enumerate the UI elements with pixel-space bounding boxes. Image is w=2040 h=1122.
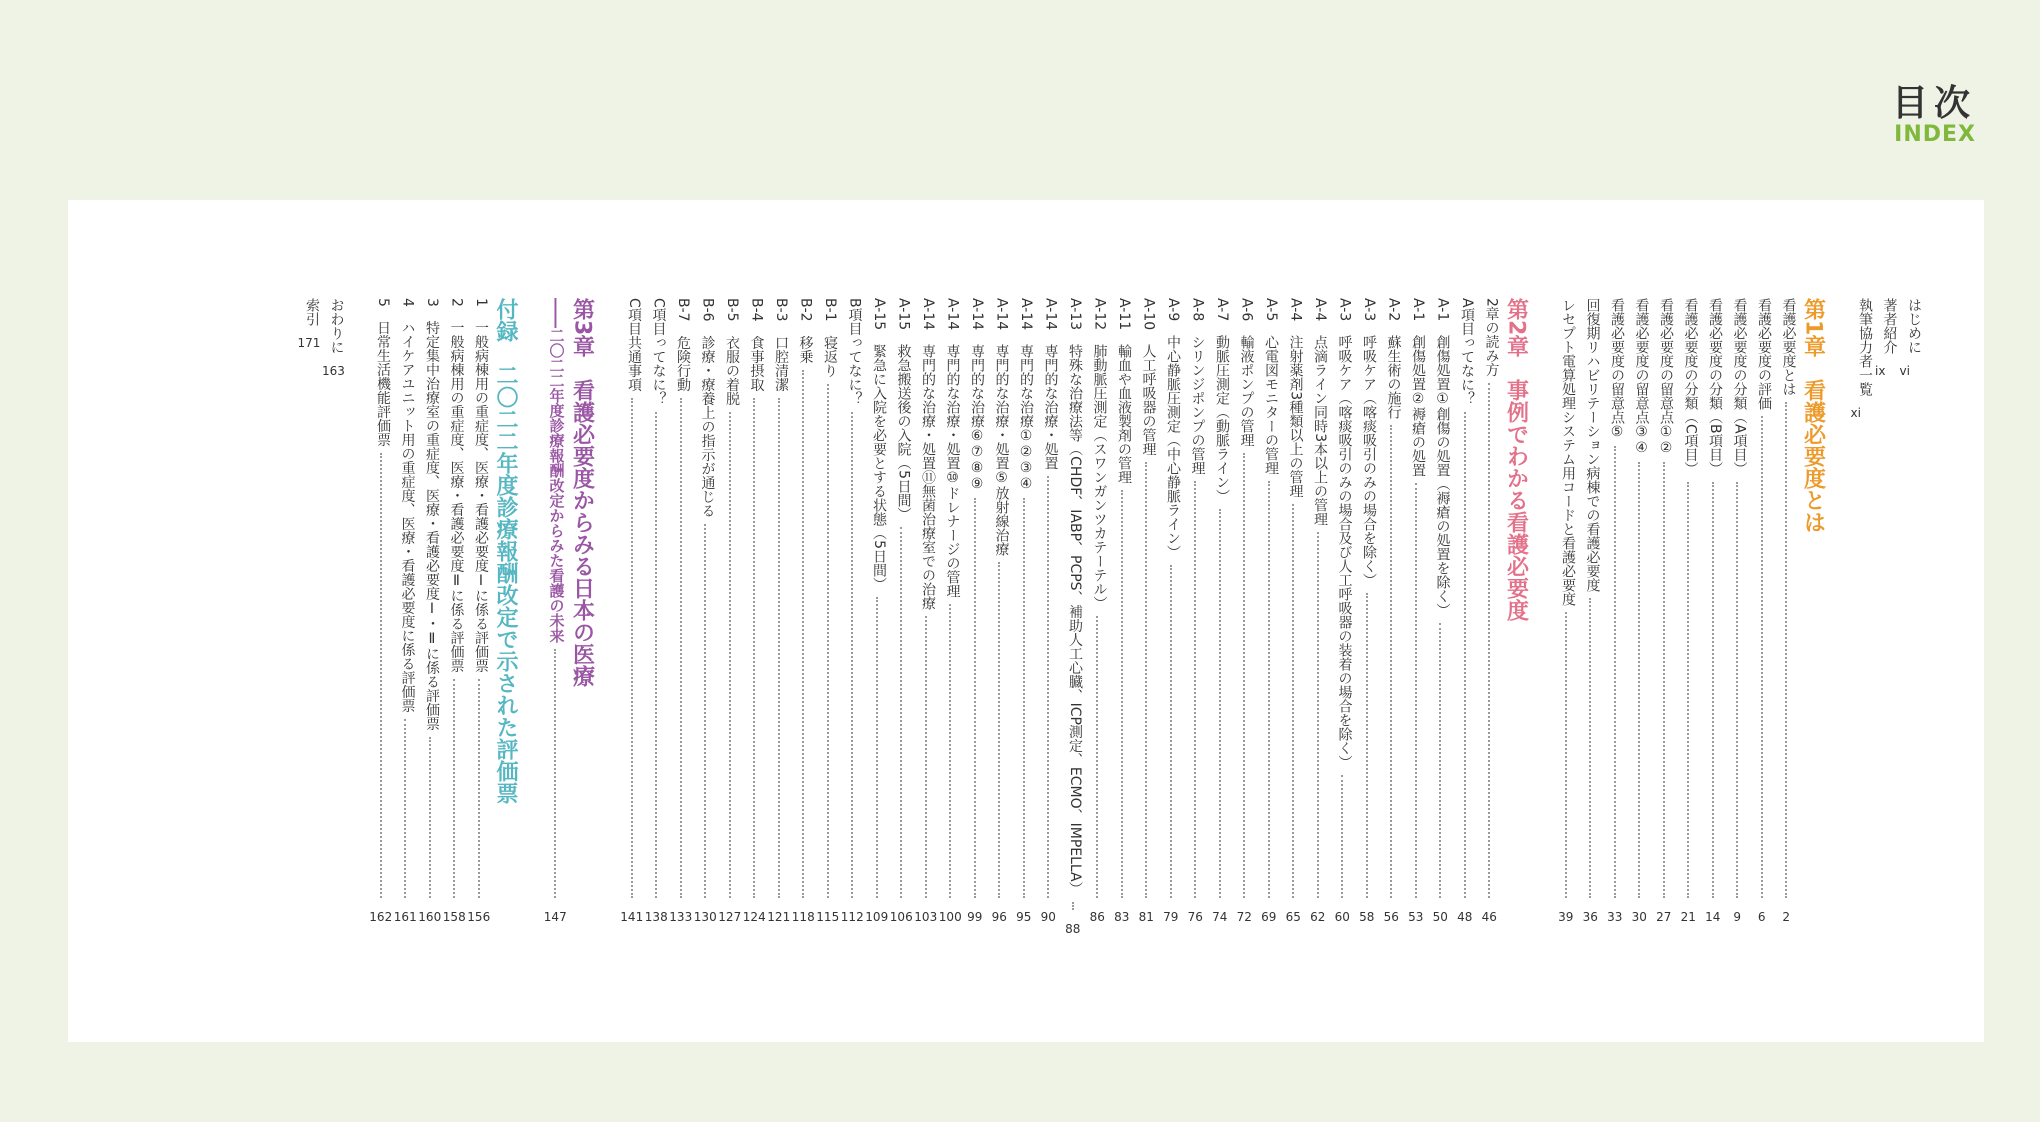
- toc-entry-label: 看護必要度の分類（C項目）: [1682, 298, 1699, 476]
- dot-leader: [1341, 775, 1343, 898]
- dot-leader: [1464, 412, 1466, 898]
- toc-entry[interactable]: [669, 298, 694, 926]
- toc-entry-label: 回復期リハビリテーション病棟での看護必要度: [1584, 298, 1601, 592]
- toc-entry-label: A-6 輸液ポンプの管理: [1238, 298, 1255, 448]
- page-subtitle: INDEX: [1894, 122, 1976, 147]
- dot-leader: [1096, 616, 1098, 898]
- toc-entry-page: 81: [1138, 910, 1154, 924]
- toc-entry[interactable]: [418, 298, 443, 926]
- toc-entry-label: A-14 専門的な治療・処置⑩ドレナージの管理: [944, 298, 961, 599]
- toc-entry-label: A-3 呼吸ケア（喀痰吸引のみの場合を除く）: [1361, 298, 1377, 588]
- toc-entry[interactable]: [1578, 298, 1603, 926]
- toc-entry[interactable]: [1183, 298, 1208, 926]
- toc-entry-page: 133: [669, 910, 693, 924]
- toc-entry-page: ix: [1875, 364, 1886, 378]
- toc-entry-page: 72: [1236, 910, 1252, 924]
- dot-leader: [1366, 593, 1368, 898]
- dot-leader: [1047, 476, 1049, 898]
- toc-entry-page: 50: [1432, 910, 1448, 924]
- toc-entry-label: B-3 口腔清潔: [773, 298, 789, 392]
- dot-leader: [802, 370, 804, 898]
- toc-entry-label: A-1 創傷処置①創傷の処置（褥瘡の処置を除く）: [1434, 298, 1451, 618]
- toc-entry-label: 索引: [304, 298, 320, 326]
- toc-entry-label: A-14 専門的な治療①②③④: [1018, 298, 1034, 493]
- dot-leader: [1712, 482, 1714, 898]
- toc-entry[interactable]: [791, 298, 816, 926]
- toc-entry[interactable]: [718, 298, 743, 926]
- toc-entry-page: 30: [1631, 910, 1647, 924]
- chapter-2-heading: 第2章 事例でわかる看護必要度: [1503, 298, 1529, 622]
- table-of-contents: [297, 298, 1925, 936]
- dot-leader: [704, 524, 706, 898]
- dot-leader: [453, 679, 455, 898]
- dot-leader: [1785, 402, 1787, 898]
- toc-entry-page: 79: [1163, 910, 1179, 924]
- toc-entry[interactable]: [1208, 298, 1233, 926]
- toc-entry-label: A-9 中心静脈圧測定（中心静脈ライン）: [1165, 298, 1181, 560]
- toc-entry-label: 看護必要度の分類（A項目）: [1731, 298, 1748, 476]
- toc-entry-label: C項目共通事項: [626, 298, 642, 392]
- toc-entry[interactable]: [1159, 298, 1184, 926]
- toc-entry-page: 21: [1680, 910, 1696, 924]
- toc-entry[interactable]: [1232, 298, 1257, 926]
- toc-entry-page: 53: [1408, 910, 1424, 924]
- toc-entry-page: 147: [543, 910, 567, 924]
- toc-entry-page: 112: [840, 910, 864, 924]
- dot-leader: [1219, 509, 1221, 898]
- toc-entry-label: C項目ってなに？: [650, 298, 667, 406]
- dot-leader: [1761, 416, 1763, 898]
- chapter-3-subtitle-entry[interactable]: [543, 298, 568, 926]
- dot-leader: [1072, 902, 1074, 910]
- toc-entry[interactable]: [1330, 298, 1355, 926]
- toc-entry-label: A-12 肺動脈圧測定（スワンガンツカテーテル）: [1091, 298, 1108, 611]
- toc-entry[interactable]: [1404, 298, 1429, 926]
- toc-entry[interactable]: [620, 298, 645, 926]
- dot-leader: [404, 719, 406, 898]
- chapter-1-heading: 第1章 看護必要度とは: [1800, 298, 1826, 534]
- dot-leader: [1638, 462, 1640, 898]
- toc-entry-page: 141: [620, 910, 644, 924]
- toc-entry-label: 執筆協力者一覧: [1857, 298, 1873, 396]
- toc-entry-label: 看護必要度とは: [1780, 298, 1797, 396]
- chapter-3-heading: 第3章 看護必要度からみる日本の医療: [569, 298, 595, 688]
- toc-entry-label: B-2 移乗: [797, 298, 814, 364]
- toc-entry[interactable]: [987, 298, 1012, 926]
- toc-entry-label: 2章の読み方: [1483, 298, 1500, 377]
- toc-entry-page: 88: [1065, 921, 1081, 936]
- toc-entry-page: 9: [1733, 910, 1742, 924]
- toc-entry-page: 121: [767, 910, 791, 924]
- toc-entry[interactable]: [889, 298, 914, 926]
- toc-entry[interactable]: [865, 298, 890, 926]
- toc-entry-page: 156: [467, 910, 491, 924]
- dot-leader: [680, 398, 682, 898]
- toc-entry-page: 161: [393, 910, 417, 924]
- toc-entry-label: 2 一般病棟用の重症度、医療・看護必要度Ⅱに係る評価票: [448, 298, 465, 673]
- toc-entry[interactable]: [393, 298, 418, 926]
- toc-entry-label: B-6 診療・療養上の指示が通じる: [699, 298, 716, 518]
- dot-leader: [1663, 462, 1665, 898]
- dot-leader: [851, 412, 853, 898]
- toc-entry-page: 60: [1334, 910, 1350, 924]
- toc-entry-label: B-4 食事摂取: [748, 298, 765, 392]
- toc-entry-page: 62: [1310, 910, 1326, 924]
- dot-leader: [876, 597, 878, 898]
- toc-entry-label: B-7 危険行動: [675, 298, 691, 392]
- toc-entry[interactable]: [1554, 298, 1579, 926]
- toc-entry-label: 3 特定集中治療室の重症度、医療・看護必要度Ⅰ・Ⅱに係る評価票: [424, 298, 440, 731]
- toc-entry-page: 163: [322, 364, 345, 378]
- toc-entry[interactable]: [914, 298, 939, 926]
- toc-entry[interactable]: [467, 298, 492, 926]
- toc-entry-page: 115: [816, 910, 840, 924]
- toc-entry[interactable]: [742, 298, 767, 926]
- dot-leader: [1390, 425, 1392, 898]
- toc-entry-page: xi: [1850, 406, 1861, 420]
- toc-entry-page: 2: [1782, 910, 1791, 924]
- toc-entry-label: 看護必要度の留意点①②: [1658, 298, 1674, 456]
- toc-entry-page: 14: [1705, 910, 1721, 924]
- toc-entry[interactable]: [693, 298, 718, 926]
- dot-leader: [778, 398, 780, 898]
- toc-entry-label: A-11 輸血や血液製剤の管理: [1116, 298, 1132, 485]
- toc-entry[interactable]: [298, 298, 323, 926]
- dot-leader: [729, 412, 731, 898]
- toc-entry[interactable]: [816, 298, 841, 926]
- toc-entry-label: 4 ハイケアユニット用の重症度、医療・看護必要度に係る評価票: [399, 298, 416, 713]
- toc-entry[interactable]: [1725, 298, 1750, 926]
- toc-entry-label: A-4 注射薬剤3種類以上の管理: [1287, 298, 1304, 499]
- toc-entry-label: 看護必要度の評価: [1756, 298, 1772, 410]
- dot-leader: [1317, 532, 1319, 898]
- toc-entry-label: A項目ってなに？: [1459, 298, 1475, 406]
- toc-entry-page: 69: [1261, 910, 1277, 924]
- toc-entry-page: 109: [865, 910, 889, 924]
- toc-entry-page: 6: [1757, 910, 1766, 924]
- toc-entry[interactable]: [322, 298, 347, 926]
- toc-entry-label: 著者紹介: [1881, 298, 1898, 354]
- toc-entry[interactable]: [1627, 298, 1652, 926]
- toc-entry-label: A-14 専門的な治療⑥⑦⑧⑨: [969, 298, 985, 493]
- toc-entry-page: 36: [1582, 910, 1598, 924]
- dot-leader: [1589, 598, 1591, 898]
- toc-entry[interactable]: [1900, 298, 1925, 926]
- toc-entry-page: 65: [1285, 910, 1301, 924]
- dot-leader: [1687, 482, 1689, 898]
- dot-leader: [1023, 498, 1025, 898]
- toc-entry-label: B項目ってなに？: [846, 298, 863, 406]
- dot-leader: [1121, 490, 1123, 898]
- toc-entry-page: 106: [889, 910, 913, 924]
- toc-entry-page: 103: [914, 910, 938, 924]
- toc-entry[interactable]: [1875, 298, 1900, 926]
- dot-leader: [925, 616, 927, 898]
- toc-entry-page: 118: [791, 910, 815, 924]
- toc-entry[interactable]: [1085, 298, 1110, 926]
- toc-entry-label: A-15 緊急に入院を必要とする状態（5日間）: [871, 298, 887, 592]
- dot-leader: [655, 412, 657, 898]
- toc-entry-page: 27: [1656, 910, 1672, 924]
- toc-entry-page: 56: [1383, 910, 1399, 924]
- toc-entry[interactable]: [1851, 298, 1876, 926]
- toc-entry-label: 5 日常生活機能評価票: [375, 298, 391, 447]
- dot-leader: [478, 679, 480, 898]
- toc-entry[interactable]: [1257, 298, 1282, 926]
- toc-entry[interactable]: [1750, 298, 1775, 926]
- toc-entry[interactable]: [1676, 298, 1701, 926]
- toc-entry-page: 96: [991, 910, 1007, 924]
- toc-entry-label: 看護必要度の留意点⑤: [1609, 298, 1625, 440]
- toc-entry-page: 100: [938, 910, 962, 924]
- page-title: 目次: [1891, 83, 1976, 124]
- toc-entry-page: 158: [442, 910, 466, 924]
- toc-entry-page: 124: [742, 910, 766, 924]
- toc-entry[interactable]: [1477, 298, 1502, 926]
- toc-entry-label: B-5 衣服の着脱: [724, 298, 740, 406]
- toc-entry[interactable]: [1110, 298, 1135, 926]
- dot-leader: [631, 398, 633, 898]
- toc-entry-page: 95: [1016, 910, 1032, 924]
- toc-panel: [68, 200, 1984, 1042]
- toc-entry-page: 90: [1040, 910, 1056, 924]
- toc-entry[interactable]: [1281, 298, 1306, 926]
- toc-entry[interactable]: [840, 298, 865, 926]
- toc-entry-label: レセプト電算処理システム用コードと看護必要度: [1560, 298, 1576, 606]
- toc-entry-label: おわりに: [328, 298, 345, 354]
- dot-leader: [900, 527, 902, 898]
- dot-leader: [1268, 481, 1270, 898]
- toc-entry-page: 171: [297, 336, 321, 350]
- toc-entry-page: 160: [418, 910, 442, 924]
- toc-entry-label: A-8 シリンジポンプの管理: [1189, 298, 1206, 476]
- toc-entry[interactable]: [767, 298, 792, 926]
- toc-entry-label: A-14 専門的な治療・処置: [1042, 298, 1059, 471]
- chapter-3-subtitle: ――二〇二二年度診療報酬改定からみた看護の未来: [547, 298, 566, 643]
- toc-entry[interactable]: [1774, 298, 1799, 926]
- dot-leader: [998, 562, 1000, 898]
- toc-entry[interactable]: [442, 298, 467, 926]
- dot-leader: [974, 498, 976, 898]
- toc-entry[interactable]: [369, 298, 394, 926]
- toc-entry-page: 46: [1481, 910, 1497, 924]
- toc-entry-page: 162: [369, 910, 393, 924]
- toc-entry-label: A-4 点滴ライン同時3本以上の管理: [1312, 298, 1328, 527]
- toc-entry[interactable]: [1652, 298, 1677, 926]
- toc-entry-label: A-13 特殊な治療法等（CHDF、IABP、PCPS、補助人工心臓、ICP測定、ECMO、IMPELLA）: [1067, 298, 1083, 896]
- toc-entry-label: 1 一般病棟用の重症度、医療・看護必要度Ⅰに係る評価票: [473, 298, 489, 673]
- dot-leader: [753, 398, 755, 898]
- toc-entry-label: A-7 動脈圧測定（動脈ライン）: [1214, 298, 1230, 504]
- toc-entry-page: vi: [1899, 364, 1910, 378]
- toc-entry[interactable]: [1453, 298, 1478, 926]
- toc-entry-page: 76: [1187, 910, 1203, 924]
- dot-leader: [1243, 453, 1245, 898]
- toc-entry[interactable]: [1012, 298, 1037, 926]
- dot-leader: [429, 737, 431, 898]
- dot-leader: [1439, 623, 1441, 898]
- dot-leader: [949, 604, 951, 898]
- dot-leader: [1488, 383, 1490, 898]
- toc-entry[interactable]: [938, 298, 963, 926]
- toc-entry-page: 130: [693, 910, 717, 924]
- dot-leader: [1170, 565, 1172, 898]
- toc-entry[interactable]: [1603, 298, 1628, 926]
- dot-leader: [554, 649, 556, 898]
- toc-entry-page: 83: [1114, 910, 1130, 924]
- toc-entry[interactable]: [1379, 298, 1404, 926]
- dot-leader: [1292, 504, 1294, 898]
- toc-entry-label: B-1 寝返り: [822, 298, 838, 378]
- toc-entry-label: A-15 救急搬送後の入院（5日間）: [895, 298, 912, 522]
- toc-entry-label: A-5 心電図モニターの管理: [1263, 298, 1279, 476]
- toc-entry[interactable]: [1701, 298, 1726, 926]
- toc-entry[interactable]: [1036, 298, 1061, 926]
- dot-leader: [1736, 482, 1738, 898]
- toc-entry[interactable]: [1061, 298, 1086, 936]
- dot-leader: [1194, 481, 1196, 898]
- toc-entry-page: 99: [967, 910, 983, 924]
- dot-leader: [1565, 612, 1567, 898]
- page-header: [1891, 83, 1976, 147]
- toc-entry-page: 86: [1089, 910, 1105, 924]
- appendix-heading: 付録 二〇二二年度診療報酬改定で示された評価票: [493, 298, 518, 804]
- toc-entry[interactable]: [963, 298, 988, 926]
- toc-entry-label: 看護必要度の分類（B項目）: [1707, 298, 1723, 476]
- toc-entry-page: 127: [718, 910, 742, 924]
- toc-entry-page: 74: [1212, 910, 1228, 924]
- toc-entry-label: A-14 専門的な治療・処置⑤放射線治療: [993, 298, 1010, 557]
- toc-entry[interactable]: [1428, 298, 1453, 926]
- toc-entry-page: 138: [644, 910, 668, 924]
- toc-entry[interactable]: [1134, 298, 1159, 926]
- toc-entry-label: A-10 人工呼吸器の管理: [1140, 298, 1157, 457]
- dot-leader: [380, 453, 382, 898]
- dot-leader: [1145, 462, 1147, 898]
- toc-entry-page: 48: [1457, 910, 1473, 924]
- toc-entry-label: A-2 蘇生術の施行: [1385, 298, 1402, 420]
- toc-entry[interactable]: [1306, 298, 1331, 926]
- dot-leader: [1415, 483, 1417, 898]
- dot-leader: [1614, 446, 1616, 898]
- toc-entry-label: A-1 創傷処置②褥瘡の処置: [1410, 298, 1426, 478]
- toc-entry-page: 39: [1558, 910, 1574, 924]
- toc-entry[interactable]: [644, 298, 669, 926]
- toc-entry-label: はじめに: [1906, 298, 1922, 354]
- dot-leader: [827, 384, 829, 898]
- toc-entry-label: A-3 呼吸ケア（喀痰吸引のみの場合及び人工呼吸器の装着の場合を除く）: [1336, 298, 1353, 770]
- toc-entry-label: 看護必要度の留意点③④: [1633, 298, 1650, 456]
- toc-entry-page: 33: [1607, 910, 1623, 924]
- toc-entry[interactable]: [1355, 298, 1380, 926]
- toc-entry-page: 58: [1359, 910, 1375, 924]
- toc-entry-label: A-14 専門的な治療・処置⑪無菌治療室での治療: [920, 298, 936, 611]
